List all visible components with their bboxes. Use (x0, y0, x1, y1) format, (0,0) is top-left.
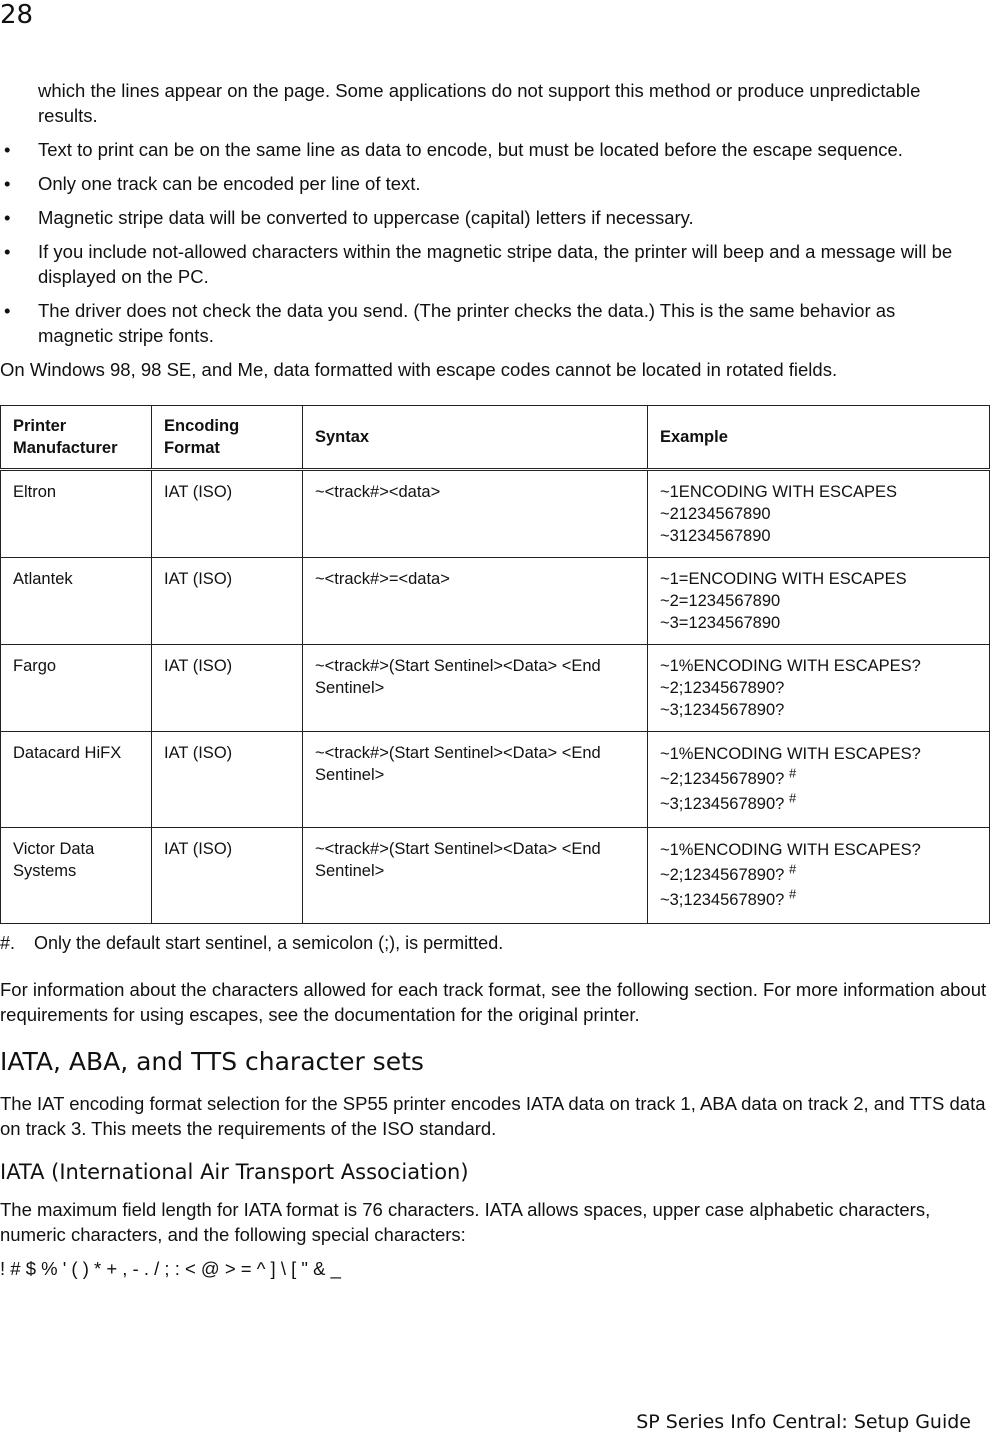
list-item-text: Text to print can be on the same line as data to encode, but must be located before the escape sequence. (38, 139, 903, 160)
special-characters-list: ! # $ % ' ( ) * + , - . / ; : < @ > = ^ ] \ [ " & _ (0, 1258, 341, 1279)
example-line (660, 888, 977, 913)
list-item-text: The driver does not check the data you send. (The printer checks the data.) This is the same behavior as magnetic stripe fonts. (38, 300, 896, 346)
section-paragraph: The IAT encoding format selection for the SP55 printer encodes IATA data on track 1, ABA data on track 2, and TTS data on track 3. This meets the requirements of the ISO standard. (0, 1093, 986, 1139)
column-header-example: Example (648, 406, 990, 470)
list-item-text: Only one track can be encoded per line of text. (38, 173, 421, 194)
table-row (1, 732, 990, 828)
list-item (0, 239, 991, 289)
example-line: ~31234567890 (660, 527, 771, 545)
format-cell: IAT (ISO) (152, 558, 303, 645)
table-row (1, 558, 990, 645)
example-line (660, 863, 977, 888)
page-content (0, 78, 991, 1281)
example-line-text: ~3;1234567890? (660, 795, 785, 813)
example-line-text: ~3;1234567890? (660, 891, 785, 909)
footnote-text: Only the default start sentinel, a semicolon (;), is permitted. (34, 933, 504, 953)
footnote-marker: # (788, 765, 797, 781)
example-cell (648, 558, 990, 645)
example-line (660, 792, 977, 817)
column-header-syntax: Syntax (303, 406, 648, 470)
example-line: ~1ENCODING WITH ESCAPES (660, 483, 898, 501)
footnote-marker: # (788, 886, 797, 902)
example-line: ~1%ENCODING WITH ESCAPES? (660, 657, 921, 675)
table-row (1, 828, 990, 924)
notes-bullet-list (0, 137, 991, 348)
list-item-text: Magnetic stripe data will be converted to uppercase (capital) letters if necessary. (38, 207, 694, 228)
syntax-cell: ~<track#><data> (303, 470, 648, 558)
list-item (0, 137, 991, 162)
example-line: ~1=ENCODING WITH ESCAPES (660, 570, 907, 588)
table-footnote (0, 931, 991, 955)
column-header-manufacturer: Printer Manufacturer (1, 406, 152, 470)
manufacturer-cell: Victor Data Systems (1, 828, 152, 924)
format-cell: IAT (ISO) (152, 828, 303, 924)
example-line-text: ~2;1234567890? (660, 866, 785, 884)
example-cell (648, 828, 990, 924)
bullet-icon: • (4, 300, 11, 321)
example-line-text: ~2;1234567890? (660, 770, 785, 788)
example-cell (648, 645, 990, 732)
page-footer: SP Series Info Central: Setup Guide (636, 1411, 971, 1433)
bullet-icon: • (4, 139, 11, 160)
footnote-mark: #. (0, 933, 16, 953)
manufacturer-cell: Atlantek (1, 558, 152, 645)
example-line: ~21234567890 (660, 505, 771, 523)
format-cell: IAT (ISO) (152, 470, 303, 558)
example-line: ~1%ENCODING WITH ESCAPES? (660, 745, 921, 763)
syntax-cell: ~<track#>(Start Sentinel><Data> <End Sentinel> (303, 732, 648, 828)
table-row (1, 645, 990, 732)
footnote-marker: # (788, 790, 797, 806)
example-line: ~3;1234567890? (660, 701, 785, 719)
page-number: 28 (0, 0, 34, 30)
example-line (660, 767, 977, 792)
manufacturer-cell: Eltron (1, 470, 152, 558)
bullet-icon: • (4, 173, 11, 194)
example-line: ~3=1234567890 (660, 614, 781, 632)
bullet-icon: • (4, 241, 11, 262)
windows-note: On Windows 98, 98 SE, and Me, data formatted with escape codes cannot be located in rotated fields. (0, 359, 838, 380)
format-cell: IAT (ISO) (152, 645, 303, 732)
bullet-icon: • (4, 207, 11, 228)
footnote-marker: # (788, 861, 797, 877)
table-header-row (1, 406, 990, 470)
list-item (0, 171, 991, 196)
continuation-paragraph: which the lines appear on the page. Some applications do not support this method or produce unpredictable results. (38, 80, 921, 126)
syntax-cell: ~<track#>=<data> (303, 558, 648, 645)
example-line: ~2=1234567890 (660, 592, 781, 610)
list-item (0, 298, 991, 348)
example-cell (648, 470, 990, 558)
list-item (0, 205, 991, 230)
column-header-format: Encoding Format (152, 406, 303, 470)
info-paragraph: For information about the characters allowed for each track format, see the following section. For more information about requirements for using escapes, see the documentation for the original printer. (0, 979, 987, 1025)
table-row (1, 470, 990, 558)
manufacturer-cell: Fargo (1, 645, 152, 732)
section-heading: IATA, ABA, and TTS character sets (0, 1047, 424, 1076)
syntax-cell: ~<track#>(Start Sentinel><Data> <End Sentinel> (303, 645, 648, 732)
manufacturer-cell: Datacard HiFX (1, 732, 152, 828)
example-line: ~2;1234567890? (660, 679, 785, 697)
list-item-text: If you include not-allowed characters within the magnetic stripe data, the printer will beep and a message will be displayed on the PC. (38, 241, 953, 287)
escape-codes-table (0, 405, 990, 924)
format-cell: IAT (ISO) (152, 732, 303, 828)
syntax-cell: ~<track#>(Start Sentinel><Data> <End Sentinel> (303, 828, 648, 924)
subsection-paragraph: The maximum field length for IATA format is 76 characters. IATA allows spaces, upper case alphabetic characters, numeric characters, and the following special characters: (0, 1199, 931, 1245)
example-line: ~1%ENCODING WITH ESCAPES? (660, 841, 921, 859)
subsection-heading: IATA (International Air Transport Association) (0, 1160, 469, 1184)
example-cell (648, 732, 990, 828)
